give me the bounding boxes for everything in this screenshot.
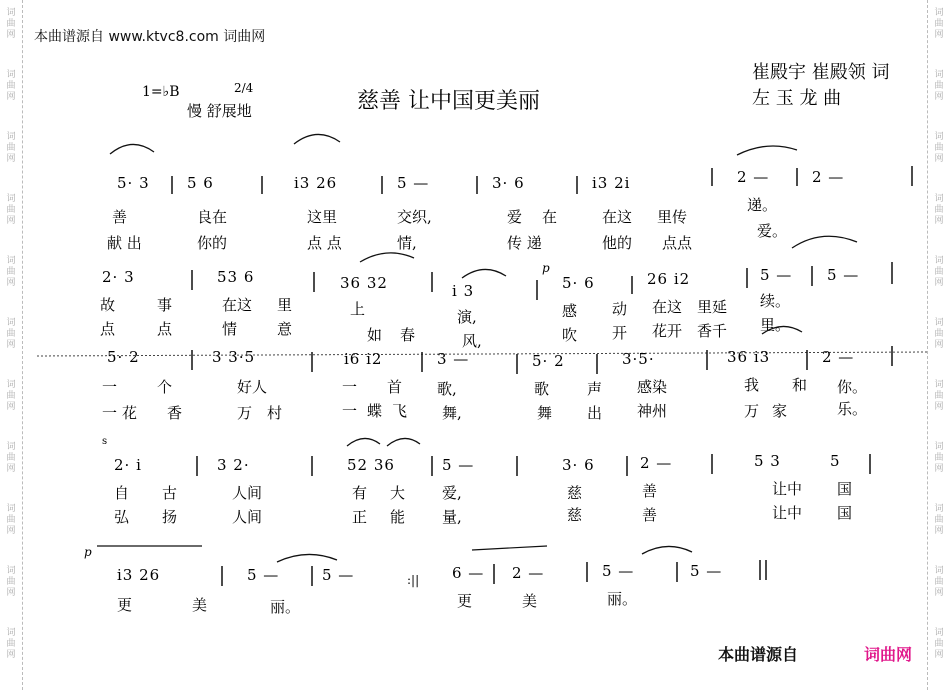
lyric: 意	[277, 320, 293, 338]
measure: 5· 6	[562, 274, 595, 292]
watermark-glyphs: 词 曲 网	[934, 70, 944, 102]
lyric: 花	[122, 404, 138, 422]
lyric: 丽。	[607, 590, 638, 608]
slur	[347, 438, 380, 446]
lyric: 故	[100, 296, 116, 314]
lyric: 美	[522, 592, 538, 610]
lyric: 上	[350, 300, 366, 318]
lyric: 慈	[567, 484, 583, 502]
lyric: 更	[117, 596, 133, 614]
lyric: 点	[100, 320, 116, 338]
lyric: 一	[102, 378, 118, 396]
watermark-glyphs: 词 曲 网	[6, 628, 16, 660]
lyric: 有	[352, 484, 368, 502]
watermark-glyphs: 词 曲 网	[934, 8, 944, 40]
lyric: 风,	[462, 332, 482, 350]
measure: 5 —	[690, 562, 723, 580]
barlines	[222, 560, 766, 586]
watermark-glyphs: 词 曲 网	[934, 628, 944, 660]
watermark-glyphs: 词 曲 网	[6, 194, 16, 226]
watermark-glyphs: 词 曲 网	[934, 256, 944, 288]
footer-source-text: 本曲谱源自	[718, 645, 799, 664]
measure: 2 —	[512, 564, 545, 582]
repeat-sign: :||	[407, 573, 420, 587]
measure: 2 —	[640, 454, 673, 472]
slur	[294, 134, 340, 144]
lyric: 献 出	[107, 234, 142, 252]
slur	[387, 438, 420, 446]
lyric: 动	[612, 300, 628, 318]
lyric: 歌	[534, 380, 550, 398]
composer-credit: 左 玉 龙 曲	[752, 88, 842, 109]
lyric: 丽。	[270, 598, 301, 616]
slur	[277, 554, 337, 562]
barlines	[172, 166, 912, 194]
lyric: 你的	[197, 234, 228, 252]
measure: 5 —	[247, 566, 280, 584]
measure: 2· 3	[102, 268, 135, 286]
lyric: 吹	[562, 326, 578, 344]
measure: 6 —	[452, 564, 485, 582]
lyric: 点	[157, 320, 173, 338]
lyric: 里延	[697, 298, 728, 316]
measure: i 3	[452, 282, 475, 300]
lyric: 爱。	[757, 222, 788, 240]
fold-line	[37, 352, 927, 356]
lyric: 爱,	[442, 484, 462, 502]
lyric: 好人	[237, 378, 268, 396]
lyric: 家	[772, 402, 788, 420]
tempo-marking: 慢 舒展地	[187, 102, 252, 120]
measure: 5· 3	[117, 174, 150, 192]
lyric: 村	[267, 404, 283, 422]
lyric: 交织,	[397, 208, 432, 226]
lyric: 正	[352, 508, 368, 526]
lyric: 你。	[837, 378, 868, 396]
measure: 2 —	[822, 348, 855, 366]
lyric: 人间	[232, 484, 263, 502]
measure: 5· 2	[107, 348, 140, 366]
lyric: 我	[744, 376, 760, 394]
lyric: 香	[167, 404, 183, 422]
lyric: 国	[837, 480, 853, 498]
measure: 36 32	[340, 274, 388, 292]
measure: 26 i2	[647, 270, 691, 288]
lyric: 慈	[567, 506, 583, 524]
watermark-glyphs: 词 曲 网	[6, 566, 16, 598]
lyric: 飞	[392, 402, 408, 420]
slur	[360, 253, 414, 262]
watermark-glyphs: 词 曲 网	[6, 256, 16, 288]
slur	[792, 236, 857, 248]
measure: 3· 6	[562, 456, 595, 474]
lyric: 他的	[602, 234, 633, 252]
lyric: 扬	[162, 508, 178, 526]
lyric: 让中	[772, 504, 803, 522]
watermark-glyphs: 词 曲 网	[6, 380, 16, 412]
lyric: 点点	[662, 234, 693, 252]
watermark-glyphs: 词 曲 网	[6, 70, 16, 102]
lyric: 感染	[637, 378, 668, 396]
measure: 36 i3	[727, 348, 771, 366]
lyric: 里传	[657, 208, 688, 226]
lyric: 传 递	[507, 234, 542, 252]
watermark-glyphs: 词 曲 网	[6, 504, 16, 536]
lyric: 神州	[637, 402, 668, 420]
measure: 3 —	[437, 350, 470, 368]
lyric: 里	[277, 296, 293, 314]
footer-brand-link[interactable]: 词曲网	[864, 645, 913, 664]
lyric: 个	[157, 378, 173, 396]
measure: i3 26	[117, 566, 161, 584]
lyric: 歌,	[437, 380, 457, 398]
lyric: 在	[542, 208, 558, 226]
lyric: 这里	[307, 208, 338, 226]
lyric: 花开	[652, 322, 683, 340]
watermark-glyphs: 词 曲 网	[6, 8, 16, 40]
key-signature: 1=♭B	[142, 84, 180, 100]
measure: 53 6	[217, 268, 255, 286]
lyric: 感	[562, 302, 578, 320]
lyric: 人间	[232, 508, 263, 526]
lyric: 量,	[442, 508, 462, 526]
song-title: 慈善 让中国更美丽	[357, 89, 540, 114]
lyric: 善	[642, 506, 658, 524]
lyric: 和	[792, 376, 808, 394]
watermark-glyphs: 词 曲 网	[934, 132, 944, 164]
left-watermark-strip	[0, 0, 23, 690]
lyric: 情	[222, 320, 238, 338]
system-4	[102, 436, 870, 526]
lyric: 自	[114, 484, 130, 502]
lyric: 美	[192, 596, 208, 614]
lyric: 善	[642, 482, 658, 500]
dynamic-marking: p	[542, 261, 550, 275]
measure: i3 26	[294, 174, 338, 192]
watermark-glyphs: 词 曲 网	[934, 566, 944, 598]
measure: 5 —	[602, 562, 635, 580]
watermark-glyphs: 词 曲 网	[934, 504, 944, 536]
dynamic-marking: p	[84, 545, 92, 559]
slur	[462, 269, 506, 278]
music-sheet	[22, 0, 928, 690]
lyricist-credit: 崔殿宇 崔殿领 词	[752, 62, 890, 83]
measure: 2 —	[737, 168, 770, 186]
measure: 5 —	[397, 174, 430, 192]
measure: i6 i2	[344, 350, 383, 368]
measure: i3 2i	[592, 174, 631, 192]
lyric: 爱	[507, 208, 523, 226]
measure: 5· 2	[532, 352, 565, 370]
lyric: 让中	[772, 480, 803, 498]
lyric: 在这	[222, 296, 253, 314]
watermark-glyphs: 词 曲 网	[6, 442, 16, 474]
lyric: 点 点	[307, 234, 342, 252]
lyric: 事	[157, 296, 173, 314]
lyric: 出	[587, 404, 603, 422]
watermark-glyphs: 词 曲 网	[6, 318, 16, 350]
right-watermark-strip	[927, 0, 950, 690]
lyric: 如	[367, 326, 383, 344]
lyric: 情,	[397, 234, 417, 252]
measure: 5 3	[754, 452, 781, 470]
breath-mark: s	[102, 436, 108, 447]
lyric: 良在	[197, 208, 228, 226]
time-signature: 2/4	[234, 81, 254, 95]
lyric: 在这	[602, 208, 633, 226]
lyric: 善	[112, 208, 128, 226]
score-canvas	[22, 0, 928, 690]
page-header: 本曲谱源自 www.ktvc8.com 词曲网	[34, 29, 266, 45]
measure: 3· 6	[492, 174, 525, 192]
system-5	[84, 545, 766, 616]
lyric: 舞,	[442, 404, 462, 422]
lyric: 一	[342, 378, 358, 396]
phrase-line	[472, 546, 547, 550]
lyric: 春	[400, 326, 416, 344]
measure: 3 3·5	[212, 348, 256, 366]
measure: 52 36	[347, 456, 395, 474]
lyric: 万	[744, 402, 760, 420]
watermark-glyphs: 词 曲 网	[6, 132, 16, 164]
lyric: 乐。	[837, 400, 868, 418]
slur	[110, 144, 154, 154]
lyric: 续。	[760, 292, 791, 310]
lyric: 递。	[747, 196, 778, 214]
lyric: 国	[837, 504, 853, 522]
lyric: 演,	[457, 308, 477, 326]
system-3	[37, 326, 927, 422]
measure: 5 —	[442, 456, 475, 474]
lyric: 弘	[114, 508, 130, 526]
lyric: 一	[342, 402, 358, 420]
lyric: 能	[390, 508, 406, 526]
watermark-glyphs: 词 曲 网	[934, 318, 944, 350]
measure: 5 —	[827, 266, 860, 284]
lyric: 更	[457, 592, 473, 610]
slur	[737, 146, 797, 155]
lyric: 一	[102, 404, 118, 422]
lyric: 蝶	[367, 402, 383, 420]
lyric: 舞	[537, 404, 553, 422]
watermark-glyphs: 词 曲 网	[934, 442, 944, 474]
lyric: 开	[612, 324, 628, 342]
lyric: 在这	[652, 298, 683, 316]
measure: 5 —	[322, 566, 355, 584]
measure: 5 6	[187, 174, 214, 192]
measure: 3·5·	[622, 350, 655, 368]
system-1	[107, 134, 912, 252]
lyric: 声	[587, 380, 603, 398]
system-2	[100, 236, 892, 350]
measure: 3 2·	[217, 456, 250, 474]
slur	[642, 546, 692, 554]
lyric: 香千	[697, 322, 728, 340]
measure: 5 —	[760, 266, 793, 284]
watermark-glyphs: 词 曲 网	[934, 380, 944, 412]
lyric: 里。	[760, 316, 791, 334]
lyric: 古	[162, 484, 178, 502]
measure: 2· i	[114, 456, 142, 474]
watermark-glyphs: 词 曲 网	[934, 194, 944, 226]
lyric: 首	[387, 378, 403, 396]
lyric: 万	[237, 404, 253, 422]
measure: 2 —	[812, 168, 845, 186]
measure: 5	[830, 452, 841, 470]
lyric: 大	[390, 484, 406, 502]
